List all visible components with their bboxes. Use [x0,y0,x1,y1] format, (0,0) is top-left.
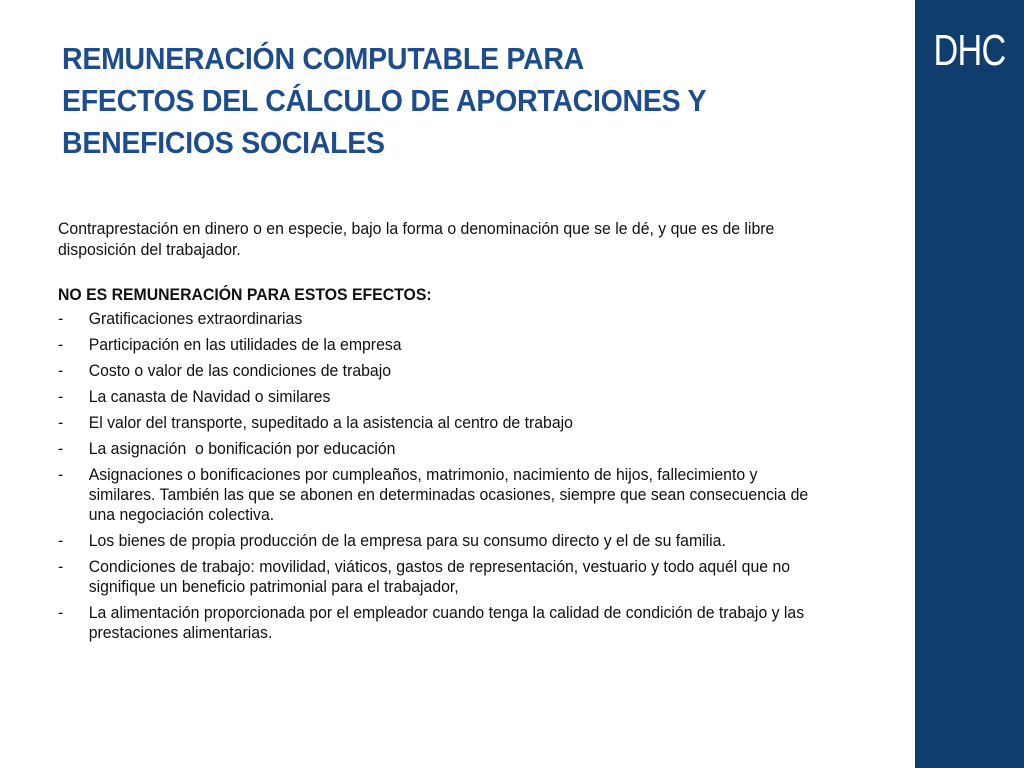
list-item-text: Gratificaciones extraordinarias [88,309,303,328]
list-item-text: Costo o valor de las condiciones de trabajo [88,361,392,380]
dash-marker: - [58,465,64,484]
list-item [58,603,811,643]
list-item-text: La canasta de Navidad o similares [88,387,331,406]
dhc-logo: DHC [933,26,1006,75]
list-item [58,361,811,381]
exclusions-list [58,309,811,643]
list-item [58,439,811,459]
list-item [58,465,811,525]
dash-marker: - [58,531,64,550]
title-line-3: BENEFICIOS SOCIALES [62,125,385,160]
dash-marker: - [58,439,64,458]
title-line-1: REMUNERACIÓN COMPUTABLE PARA [62,41,584,76]
dash-marker: - [58,413,64,432]
list-item-text: Asignaciones o bonificaciones por cumpleaños, matrimonio, nacimiento de hijos, fallecimiento y similares. También las que se abonen en determinadas ocasiones, siempre que sean consecuencia de una negociación colectiva. [88,465,809,524]
list-item-text: La alimentación proporcionada por el empleador cuando tenga la calidad de condición de trabajo y las prestaciones alimentarias. [88,603,805,642]
list-item [58,413,811,433]
section-subheading: NO ES REMUNERACIÓN PARA ESTOS EFECTOS: [58,285,432,304]
intro-paragraph: Contraprestación en dinero o en especie, bajo la forma o denominación que se le dé, y que es de libre disposición del trabajador. [58,219,775,259]
list-item [58,387,811,407]
list-item-text: El valor del transporte, supeditado a la asistencia al centro de trabajo [88,413,573,432]
slide-title [62,38,892,164]
list-item-text: Los bienes de propia producción de la empresa para su consumo directo y el de su familia. [88,531,726,550]
dash-marker: - [58,309,64,328]
list-item [58,557,811,597]
list-item-text: Condiciones de trabajo: movilidad, viáticos, gastos de representación, vestuario y todo aquél que no signifique un beneficio patrimonial para el trabajador, [88,557,791,596]
list-item [58,309,811,329]
brand-sidebar [915,0,1024,768]
list-item-text: La asignación o bonificación por educación [88,439,396,458]
dash-marker: - [58,335,64,354]
dash-marker: - [58,557,64,576]
title-line-2: EFECTOS DEL CÁLCULO DE APORTACIONES Y [62,83,707,118]
slide-content [58,218,848,649]
dash-marker: - [58,361,64,380]
dash-marker: - [58,603,64,622]
list-item [58,531,811,551]
list-item [58,335,811,355]
dash-marker: - [58,387,64,406]
list-item-text: Participación en las utilidades de la empresa [88,335,402,354]
